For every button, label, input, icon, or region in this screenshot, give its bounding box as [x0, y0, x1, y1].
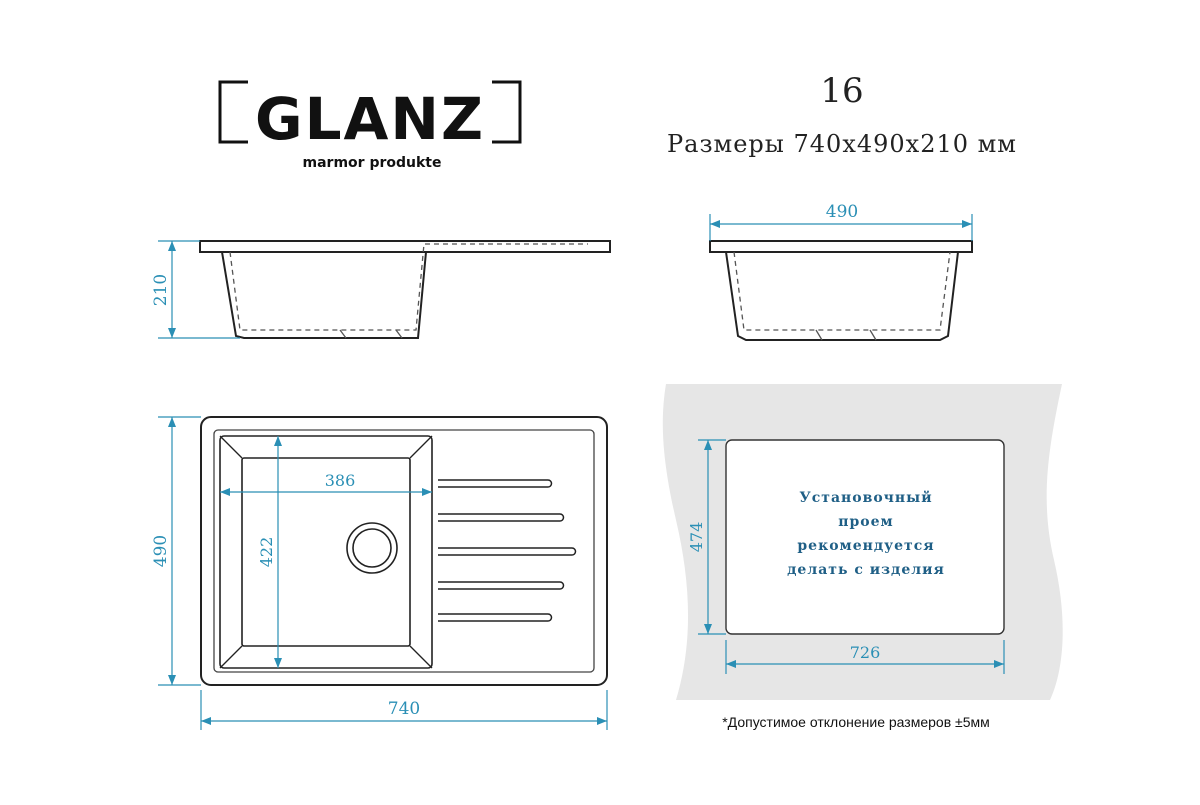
drainer-ribs: [438, 480, 576, 621]
cutout-template: [663, 384, 1063, 700]
tolerance-footnote: *Допустимое отклонение размеров ±5мм: [722, 714, 990, 730]
end-profile-view: [710, 202, 972, 340]
top-length-label: 740: [387, 699, 421, 719]
model-number: 16: [820, 71, 864, 111]
cutout-opening: [726, 440, 1004, 634]
end-width-label: 490: [825, 202, 859, 222]
brand-name: GLANZ: [254, 85, 486, 153]
bowl-depth-label: 422: [257, 536, 276, 568]
cutout-note-line-3: рекомендуется: [797, 538, 935, 554]
cutout-note-line-2: проем: [838, 514, 894, 530]
drain-hole: [347, 523, 397, 573]
cutout-note-line-4: делать с изделия: [787, 562, 945, 578]
cutout-note-line-1: Установочный: [799, 490, 933, 506]
brand-logo: [220, 82, 520, 171]
top-view: [151, 417, 607, 730]
side-height-label: 210: [151, 273, 171, 307]
cutout-depth-label: 474: [687, 521, 706, 553]
side-profile-view: [151, 241, 610, 338]
size-label: Размеры 740x490x210 мм: [667, 130, 1017, 158]
top-depth-label: 490: [151, 534, 171, 568]
brand-tagline: marmor produkte: [302, 155, 442, 171]
bowl-width-label: 386: [324, 471, 356, 490]
cutout-width-label: 726: [849, 643, 881, 662]
